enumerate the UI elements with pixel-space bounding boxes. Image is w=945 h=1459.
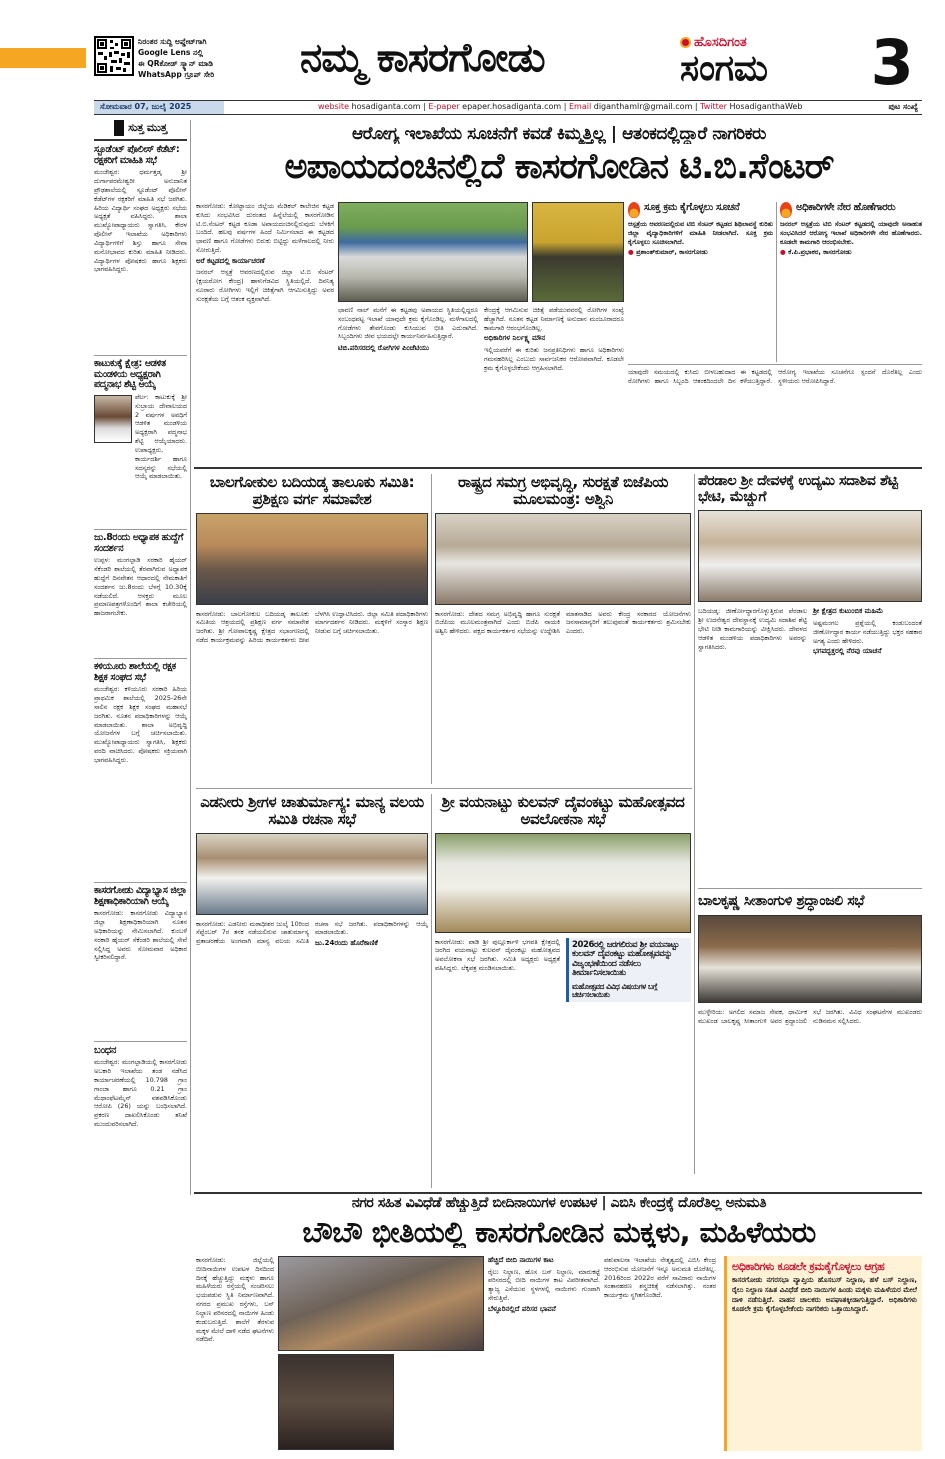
sidebar-item-body: ಮಂಜೇಶ್ವರ: ಧರ್ಮತ್ತಡ್ಕ ಶ್ರೀ ದುರ್ಗಾಪರಮೇಶ್ವರೀ ಅನುದಾನಿತ ಪ್ರೌಢಶಾಲೆಯಲ್ಲಿ ಸ್ಟೂಡೆಂಟ್ ಪೊಲೀಸ್ ಕೆಡೆಟ್‌ಗಳ ರಕ್ಷಕರಿಗೆ ಮಾಹಿತಿ ಸಭೆ ಜರಗಿತು. ಹಿರಿಯ ವಿದ್ಯಾರ್ಥಿ ಸಂಘದ ಅಧ್ಯಕ್ಷರು ಸಭೆಯ ಅಧ್ಯಕ್ಷತೆ ವಹಿಸಿದ್ದರು. ಶಾಲಾ ಮುಖ್ಯೋಪಾಧ್ಯಾಯರು ಸ್ವಾಗತಿಸಿ, ಕೇರಳ ಪೊಲೀಸ್ ಇಲಾಖೆಯ ಅಧಿಕಾರಿಗಳು ವಿದ್ಯಾರ್ಥಿಗಳಿಗೆ ಶಿಸ್ತು ಹಾಗೂ ಸೇವಾ ಮನೋಭಾವದ ಕುರಿತು ಮಾಹಿತಿ ನೀಡಿದರು. ವಿದ್ಯಾರ್ಥಿಗಳ ಪೋಷಕರು ಹಾಗೂ ಶಿಕ್ಷಕರು ಭಾಗವಹಿಸಿದ್ದರು. (94, 168, 187, 274)
sidebar-item (94, 145, 187, 350)
bottom-story-col2 (488, 1256, 600, 1451)
tribute-photo (698, 915, 922, 1003)
column-title-icon (114, 120, 124, 136)
story-subheading: ಟಿಬಿ.ಪರಿಸರದಲ್ಲಿ ರೋಗಿಗಳ ಪಿಂಚೆಟಿಯು (338, 344, 430, 353)
bullet-box (566, 938, 691, 1003)
stray-dogs-photo-1 (278, 1256, 484, 1351)
story-text (196, 920, 428, 1188)
sidebar-item-body: ಮಂಜೇಶ್ವರ: ಕಳಿಯೂರು ಸರಕಾರಿ ಹಿರಿಯ ಪ್ರಾಥಮಿಕ ಶಾಲೆಯಲ್ಲಿ 2025-26ನೇ ಸಾಲಿನ ರಕ್ಷಕ ಶಿಕ್ಷಕ ಸಂಘದ ಮಹಾಸಭೆ ಜರಗಿತು. ನೂತನ ಪದಾಧಿಕಾರಿಗಳನ್ನು ಆಯ್ಕೆ ಮಾಡಲಾಯಿತು. ಶಾಲಾ ಅಭಿವೃದ್ಧಿ ಯೋಜನೆಗಳ ಬಗ್ಗೆ ಚರ್ಚಿಸಲಾಯಿತು. ಮುಖ್ಯೋಪಾಧ್ಯಾಯರು ಸ್ವಾಗತಿಸಿ, ಶಿಕ್ಷಕರು ವರದಿ ವಾಚಿಸಿದರು. ಪೋಷಕರು ಸಕ್ರಿಯವಾಗಿ ಭಾಗವಹಿಸಿದ್ದರು. (94, 685, 187, 764)
qr-caption-line: ನಿರಂತರ ಸುದ್ದಿ ಅಪ್ಡೇಟ್‌ಗಾಗಿ (138, 37, 207, 46)
page-number: 3 (870, 26, 914, 99)
sidebar-item (94, 359, 187, 524)
story-subheading: ಭಗವದ್ಭಕ್ತರಲ್ಲಿ ನೆರವು ಯಾಚನೆ (813, 647, 882, 656)
twitter-link[interactable]: HosadiganthaWeb (729, 102, 803, 112)
bullet-item: 2026ರಲ್ಲಿ ಜರಗಲಿರುವ ಶ್ರೀ ವಯನಾಟ್ಟು ಕುಲವನ್ ದೈವಂಕಟ್ಟು ಮಹೋತ್ಸವವನ್ನು ವಿಜೃಂಭಣೆಯಿಂದ ನಡೆಸಲು ತೀರ್ಮಾನಿಸಲಾಯಿತು (572, 939, 679, 979)
story-subheading: ಅಧಿಕಾರಿಗಳ ನಿರ್ಲಕ್ಷ್ಯ ಮೌನ (484, 334, 546, 343)
date: ಸೋಮವಾರ 07, ಜುಲೈ 2025 (94, 101, 224, 114)
tb-center-photo-1 (338, 202, 528, 302)
meeting-photo (196, 513, 428, 605)
story-text: ಕಾಸರಗೋಡು: ದೇಶದ ಸಮಗ್ರ ಅಭಿವೃದ್ಧಿ ಹಾಗೂ ಸುರಕ್ಷತೆ ಬಿಜೆಪಿಯ ಮೂಲಮಂತ್ರವಾಗಿದೆ ಎಂದು ಬಿಜೆಪಿ ನಾಯಕಿ ಅಶ್ವಿನಿ ಹೇಳಿದರು. ಪಕ್ಷದ ಕಾರ್ಯಕರ್ತರ ಸಭೆಯನ್ನು ಉದ್ದೇಶಿಸಿ ಮಾತನಾಡಿದ ಅವರು ಕೇಂದ್ರ ಸರಕಾರದ ಯೋಜನೆಗಳು ಜನಸಾಮಾನ್ಯರಿಗೆ ತಲುಪುವಂತೆ ಕಾರ್ಯಕರ್ತರು ಶ್ರಮಿಸಬೇಕು ಎಂದರು. (435, 609, 691, 636)
top-story-headline: ಅಪಾಯದಂಚಿನಲ್ಲಿದೆ ಕಾಸರಗೋಡಿನ ಟಿ.ಬಿ.ಸೆಂಟರ್ (284, 148, 834, 187)
sidebar-item-heading: ಕಾಟುಕುಕ್ಕೆ ಕ್ಷೇತ್ರ: ಆಡಳಿತ ಮಂಡಳಿಯ ಅಧ್ಯಕ್ಷರಾಗಿ ಪದ್ಮನಾಭ ಶೆಟ್ಟಿ ಆಯ್ಕೆ (94, 359, 166, 391)
sidebar-item-body: ಮಂಜೇಶ್ವರ: ಮಂಗಲ್ಪಾಡಿಯಲ್ಲಿ ಕಾಸರಗೋಡು ಅಬಕಾರಿ ಇಲಾಖೆಯ ತಂಡ ನಡೆಸಿದ ಕಾರ್ಯಾಚರಣೆಯಲ್ಲಿ 10.798 ಗ್ರಾಂ ಗಾಂಜಾ ಹಾಗೂ 0.21 ಗ್ರಾಂ ಮೆಥಾಂಫೆಟಮೈನ್ ವಶಪಡಿಸಿಕೊಂಡು ಆರೋಪಿ (26) ಯನ್ನು ಬಂಧಿಸಲಾಗಿದೆ. ಪ್ರಕರಣ ದಾಖಲಿಸಿಕೊಂಡು ತನಿಖೆ ಮುಂದುವರಿಸಲಾಗಿದೆ. (94, 1058, 187, 1128)
callout-byline: ● ಪ್ರಶಾಂತ್‌ಕುಮಾರ್, ಕಾಸರಗೋಡು (628, 248, 708, 257)
top-story-col1 (196, 202, 334, 462)
callout-byline-text: ಕೆ.ಪಿ.ಪ್ರಭಾಕರ, ಕಾಸರಗೋಡು (788, 248, 852, 257)
temple-visit-photo (698, 510, 922, 602)
stray-dogs-photo-2 (278, 1354, 394, 1450)
brand-small: ಹೊಸದಿಗಂತ (694, 35, 747, 50)
twitter-label: Twitter (700, 102, 727, 112)
side-box-body: ಕಾಸರಗೋಡು ನಗರಸಭಾ ವ್ಯಾಪ್ತಿಯ ಹೊಸಬಸ್ ನಿಲ್ದಾಣ, ಹಳೆ ಬಸ್ ನಿಲ್ದಾಣ, ರೈಲು ನಿಲ್ದಾಣ ಸಹಿತ ವಿವಿಧೆಡೆ ಬೀದಿ ನಾಯಿಗಳ ಹಿಂಡು ಮಕ್ಕಳು ಮಹಿಳೆಯರ ಮೇಲೆ ದಾಳಿ ನಡೆಸುತ್ತಿದೆ. ವಾಹನ ಚಾಲಕರು ಅಪಘಾತಕ್ಕೀಡಾಗುತ್ತಿದ್ದಾರೆ. ಅಧಿಕಾರಿಗಳು ಕೂಡಲೇ ಕ್ರಮ ಕೈಗೊಳ್ಳಬೇಕೆಂದು ನಾಗರಿಕರು ಒತ್ತಾಯಿಸಿದ್ದಾರೆ. (732, 1276, 917, 1314)
sidebar (94, 120, 187, 1190)
email-link[interactable]: diganthamlr@gmail.com (593, 102, 693, 112)
row2-story-1 (196, 474, 428, 784)
story-text-part: ಬದಿಯಡ್ಕ: ಜೀರ್ಣೋದ್ಧಾರಗೊಳ್ಳುತ್ತಿರುವ ಪೆರಡಾಲ ಶ್ರೀ ಉದನೇಶ್ವರ ದೇವಸ್ಥಾನಕ್ಕೆ ಉದ್ಯಮಿ ಸದಾಶಿವ ಶೆಟ್ಟಿ ಭೇಟಿ ನೀಡಿ ಕಾಮಗಾರಿಯನ್ನು ವೀಕ್ಷಿಸಿದರು. ದೇವಳದ ಆಡಳಿತ ಮಂಡಳಿಯ ಪದಾಧಿಕಾರಿಗಳು ಅವರನ್ನು ಸ್ವಾಗತಿಸಿದರು. (698, 607, 807, 651)
story-text: ಇಲ್ಲಿಯವರೆಗೆ ಈ ಕುರಿತು ಜನಪ್ರತಿನಿಧಿಗಳು ಹಾಗೂ ಅಧಿಕಾರಿಗಳು ಗಮನಹರಿಸಿಲ್ಲ ಎಂಬುದು ಸಾರ್ವಜನಿಕರ ಆರೋಪವಾಗಿದೆ. ಕೂಡಲೇ ಕ್ರಮ ಕೈಗೊಳ್ಳಬೇಕೆಂದು ಆಗ್ರಹಿಸಲಾಗಿದೆ. (484, 346, 624, 372)
sidebar-item-body: ಕಾಸರಗೋಡು: ಕಾಸರಗೋಡು ವಿದ್ಯಾಭ್ಯಾಸ ಜಿಲ್ಲಾ ಶಿಕ್ಷಣಾಧಿಕಾರಿಯಾಗಿ ನೂತನ ಅಧಿಕಾರಿಯನ್ನು ನೇಮಿಸಲಾಗಿದೆ. ಕುಂಬಳೆ ಸರಕಾರಿ ಹೈಯರ್ ಸೆಕೆಂಡರಿ ಶಾಲೆಯಲ್ಲಿ ಸೇವೆ ಸಲ್ಲಿಸಿದ್ದ ಅವರು ಸೋಮವಾರ ಅಧಿಕಾರ ಸ್ವೀಕರಿಸಲಿದ್ದಾರೆ. (94, 909, 187, 962)
bottom-side-box (724, 1256, 922, 1451)
sidebar-item-body: ಉಪ್ಪಳ: ಮಂಗಲ್ಪಾಡಿ ಸರಕಾರಿ ಹೈಯರ್ ಸೆಕೆಂಡರಿ ಶಾಲೆಯಲ್ಲಿ ತೆರವಾಗಿರುವ ಅಧ್ಯಾಪಕ ಹುದ್ದೆಗೆ ದಿನವೇತನ ಆಧಾರದಲ್ಲಿ ನೇಮಕಾತಿಗೆ ಸಂದರ್ಶನ ಜು.8ರಂದು ಬೆಳಗ್ಗೆ 10.30ಕ್ಕೆ ನಡೆಯಲಿದೆ. ಆಸಕ್ತರು ಮೂಲ ಪ್ರಮಾಣಪತ್ರಗಳೊಂದಿಗೆ ಶಾಲಾ ಕಚೇರಿಯಲ್ಲಿ ಹಾಜರಾಗಬೇಕು. (94, 556, 187, 618)
story-text: ಕಾಸರಗೋಡು: ಕೋಟ್ಟಾಯಂ ಜಿಲ್ಲೆಯ ಮೆಡಿಕಲ್ ಕಾಲೇಜಿನ ಕಟ್ಟಡ ಕುಸಿದು ಸಂಭವಿಸಿದ ದುರಂತದ ಹಿನ್ನೆಲೆಯಲ್ಲಿ ಕಾಸರಗೋಡಿನ ಟಿ.ಬಿ.ಸೆಂಟರ್ ಕಟ್ಟಡ ಕೂಡಾ ಅಪಾಯದಂಚಿನಲ್ಲಿರುವುದು ಬೆಳಕಿಗೆ ಬಂದಿದೆ. ಹಲವು ವರ್ಷಗಳ ಹಿಂದೆ ನಿರ್ಮಿಸಲಾದ ಈ ಕಟ್ಟಡದ ಛಾವಣಿ ಹಾಗೂ ಗೋಡೆಗಳು ಬಿರುಕು ಬಿಟ್ಟಿದ್ದು ಮಳೆಗಾಲದಲ್ಲಿ ನೀರು ಸೋರುತ್ತಿದೆ. (196, 202, 334, 255)
story-text: ಛಾವಣಿ ನಾಲ್ ಮನೆಗೆ ಈ ಕಟ್ಟಡವು ಅಪಾಯದ ಸ್ಥಿತಿಯಲ್ಲಿದ್ದರೂ ಸಂಬಂಧಪಟ್ಟ ಇಲಾಖೆ ಯಾವುದೇ ಕ್ರಮ ಕೈಗೊಂಡಿಲ್ಲ. ಮಳೆಗಾಲದಲ್ಲಿ ಗೋಡೆಗಳು ತೇವಗೊಂಡು ಕುಸಿಯುವ ಭೀತಿ ಎದುರಾಗಿದೆ. ಸಿಬ್ಬಂದಿಗಳು ಜೀವ ಭಯದಲ್ಲೇ ಕಾರ್ಯನಿರ್ವಹಿಸುತ್ತಿದ್ದಾರೆ. (338, 306, 478, 341)
qr-caption-line: Google Lens ನಲ್ಲಿ (138, 48, 204, 57)
qr-code (94, 36, 134, 76)
sidebar-item-heading: ಕಾಸರಗೋಡು ವಿದ್ಯಾಭ್ಯಾಸ ಜಿಲ್ಲಾ ಶಿಕ್ಷಣಾಧಿಕಾರಿಯಾಗಿ ಆಯ್ಕೆ (94, 886, 187, 907)
story-text: ಕಾಸರಗೋಡು: ಪಾಡಿ ಶ್ರೀ ಪುಲ್ಲೂರ್ಕಾಳಿ ಭಗವತಿ ಕ್ಷೇತ್ರದಲ್ಲಿ ಜರಗಿದ ವಯನಾಟ್ಟು ಕುಲವನ್ ದೈವಂಕಟ್ಟು ಮಹೋತ್ಸವದ ಅವಲೋಕನಾ ಸಭೆ ಜರಗಿತು. ಸಮಿತಿ ಅಧ್ಯಕ್ಷರು ಅಧ್ಯಕ್ಷತೆ ವಹಿಸಿದ್ದರು. ಲೆಕ್ಕಪತ್ರ ಮಂಡಿಸಲಾಯಿತು. (435, 937, 560, 973)
flame-icon (628, 202, 640, 218)
top-story-kicker: ಆರೋಗ್ಯ ಇಲಾಖೆಯ ಸೂಚನೆಗೆ ಕವಡೆ ಕಿಮ್ಮತ್ತಿಲ್ಲ | ಆತಂಕದಲ್ಲಿದ್ದಾರೆ ನಾಗರಿಕರು (351, 125, 767, 144)
page-label: ಪುಟ ಸಂಖ್ಯೆ (888, 102, 918, 112)
story-headline: ರಾಷ್ಟ್ರದ ಸಮಗ್ರ ಅಭಿವೃದ್ಧಿ, ಸುರಕ್ಷತೆ ಬಿಜೆಪಿಯ ಮೂಲಮಂತ್ರ: ಅಶ್ವಿನಿ (457, 474, 669, 508)
festival-photo (435, 833, 691, 933)
bottom-story-kicker: ನಗರ ಸಹಿತ ವಿವಿಧೆಡೆ ಹೆಚ್ಚುತ್ತಿದೆ ಬೀದಿನಾಯಿಗಳ ಉಪಟಳ | ಎಬಿಸಿ ಕೇಂದ್ರಕ್ಕೆ ದೊರೆತಿಲ್ಲ ಅನುಮತಿ (351, 1196, 767, 1211)
bjp-meeting-photo (435, 513, 691, 605)
story-subheading: ಅರೆ ಕಟ್ಟಡದಲ್ಲಿ ಕಾರ್ಯಾಚರಣೆ (196, 256, 265, 265)
website-label: website (318, 102, 349, 112)
qr-caption (138, 36, 288, 80)
callout-box (780, 202, 922, 362)
epaper-link[interactable]: epaper.hosadiganta.com (462, 102, 562, 112)
story-text: ಜನರಲ್ ಆಸ್ಪತ್ರೆ ಆವರಣದಲ್ಲಿರುವ ಜಿಲ್ಲಾ ಟಿ.ಬಿ ಸೆಂಟರ್ (ಕ್ಷಯರೋಗ ಕೇಂದ್ರ) ಹಾಳುಗೆಡವಿದ ಸ್ಥಿತಿಯಲ್ಲಿದೆ. ದಿನನಿತ್ಯ ನೂರಾರು ರೋಗಿಗಳು ಇಲ್ಲಿಗೆ ಚಿಕಿತ್ಸೆಗಾಗಿ ಆಗಮಿಸುತ್ತಿದ್ದು ಅವರ ಸುರಕ್ಷತೆಯ ಬಗ್ಗೆ ಆತಂಕ ವ್ಯಕ್ತವಾಗಿದೆ. (196, 268, 334, 303)
sidebar-item-heading: ಬಂಧನ (94, 1045, 117, 1056)
callout-byline: ● ಕೆ.ಪಿ.ಪ್ರಭಾಕರ, ಕಾಸರಗೋಡು (780, 248, 852, 257)
story-text: ಕಾಸರಗೋಡು: ಬಾಲಗೋಕುಲ ಬದಿಯಡ್ಕ ತಾಲೂಕು ಸಮಿತಿಯ ಆಶ್ರಯದಲ್ಲಿ ಪ್ರಶಿಕ್ಷಣ ವರ್ಗ ಸಮಾವೇಶ ಜರಗಿತು. ಶ್ರೀ ಗೋಪಾಲಕೃಷ್ಣ ಕ್ಷೇತ್ರದ ಸಭಾಂಗಣದಲ್ಲಿ ನಡೆದ ಕಾರ್ಯಕ್ರಮವನ್ನು ಹಿರಿಯ ಕಾರ್ಯಕರ್ತರು ದೀಪ ಬೆಳಗಿಸಿ ಉದ್ಘಾಟಿಸಿದರು. ಜಿಲ್ಲಾ ಸಮಿತಿ ಪದಾಧಿಕಾರಿಗಳು ಮಾರ್ಗದರ್ಶನ ನೀಡಿದರು. ಮಕ್ಕಳಿಗೆ ಸಂಸ್ಕಾರ ಶಿಕ್ಷಣ ನೀಡುವ ಬಗ್ಗೆ ಚರ್ಚಿಸಲಾಯಿತು. (196, 609, 428, 645)
sidebar-item (94, 1045, 187, 1190)
callout-title: ಅಧಿಕಾರಿಗಳೇ ನೇರ ಹೊಣೆಗಾರರು (796, 202, 896, 213)
callout-body: ಆಸ್ಪತ್ರೆಯ ಆವರಣದಲ್ಲಿರುವ ಟಿಬಿ ಸೆಂಟರ್ ಕಟ್ಟಡದ ಶಿಥಿಲಾವಸ್ಥೆ ಕುರಿತು ಜಿಲ್ಲಾ ವೈದ್ಯಾಧಿಕಾರಿಗಳಿಗೆ ಮಾಹಿತಿ ನೀಡಲಾಗಿದೆ. ಸೂಕ್ತ ಕ್ರಮ ಕೈಗೊಳ್ಳಲು ಸೂಚಿಸಲಾಗಿದೆ. (628, 220, 773, 246)
callout-box (628, 202, 773, 362)
bullet-item: ಮಹೋತ್ಸವದ ವಿವಿಧ ವಿಷಯಗಳ ಬಗ್ಗೆ ಚರ್ಚಿಸಲಾಯಿತು (572, 981, 658, 1000)
story-headline: ಶ್ರೀ ವಯನಾಟ್ಟು ಕುಲವನ್ ದೈವಂಕಟ್ಟು ಮಹೋತ್ಸವದ ಅವಲೋಕನಾ ಸಭೆ (441, 794, 685, 828)
email-label: Email (569, 102, 592, 112)
top-story-col3 (484, 306, 624, 461)
story-subheading: ಜು.24ರಂದು ಹೊರೆಕಾಣಿಕೆ (315, 939, 378, 948)
callout-body: ಜನರಲ್ ಆಸ್ಪತ್ರೆಯ ಟಿಬಿ ಸೆಂಟರ್ ಕಟ್ಟಡದಲ್ಲಿ ಯಾವುದೇ ಅನಾಹುತ ಸಂಭವಿಸಿದರೆ ಆರೋಗ್ಯ ಇಲಾಖೆ ಅಧಿಕಾರಿಗಳೇ ನೇರ ಹೊಣೆಗಾರರು. ಕೂಡಲೇ ಕಾಮಗಾರಿ ಆರಂಭಿಸಬೇಕು. (780, 220, 922, 246)
sidebar-item-heading: ಜು.8ರಂದು ಅಧ್ಯಾಪಕ ಹುದ್ದೆಗೆ ಸಂದರ್ಶನ (94, 533, 183, 554)
callout-title: ಸೂಕ್ತ ಕ್ರಮ ಕೈಗೊಳ್ಳಲು ಸೂಚನೆ (644, 202, 740, 213)
sidebar-item-body: ಪೆರ್ಲ: ಕಾಟುಕುಕ್ಕೆ ಶ್ರೀ ಸುಬ್ರಾಯ ದೇವಾಲಯದ 2 ವರ್ಷಗಳ ಅವಧಿಗೆ ಆಡಳಿತ ಮಂಡಳಿಯ ಅಧ್ಯಕ್ಷರಾಗಿ ಪದ್ಮನಾಭ ಶೆಟ್ಟಿ ಆಯ್ಕೆಯಾದರು. ಉಪಾಧ್ಯಕ್ಷರು, ಕಾರ್ಯದರ್ಶಿ ಹಾಗೂ ಸದಸ್ಯರನ್ನು ಸಭೆಯಲ್ಲಿ ಆಯ್ಕೆ ಮಾಡಲಾಯಿತು. (135, 392, 187, 481)
sidebar-item-heading: ಸ್ಟೂಡೆಂಟ್ ಪೊಲೀಸ್ ಕೆಡೆಟ್: ರಕ್ಷಕರಿಗೆ ಮಾಹಿತಿ ಸಭೆ (94, 145, 180, 166)
sidebar-column-title (94, 120, 187, 141)
info-bar: ಸೋಮವಾರ 07, ಜುಲೈ 2025 website hosadiganta.com | E-paper epaper.hosadiganta.com | Email diganthamlr@gmail.com | Twitter HosadiganthaWeb ಪುಟ ಸಂಖ್ಯೆ (94, 100, 922, 115)
bottom-story-col3: ಪಶುಪಾಲನಾ ಇಲಾಖೆಯ ನೇತೃತ್ವದಲ್ಲಿ ಎಬಿಸಿ ಕೇಂದ್ರ ಆರಂಭಿಸುವ ಯೋಜನೆಗೆ ಇನ್ನೂ ಅನುಮತಿ ದೊರೆತಿಲ್ಲ. 2016ರಿಂದ 2022ರ ವರೆಗೆ ಸಾವಿರಾರು ನಾಯಿಗಳ ಸಂತಾನಹರಣ ಶಸ್ತ್ರಚಿಕಿತ್ಸೆ ನಡೆಸಲಾಗಿತ್ತು. ನಂತರ ಕಾರ್ಯಕ್ರಮ ಸ್ಥಗಿತಗೊಂಡಿದೆ. (604, 1256, 716, 1300)
story-text-part: ಅಷ್ಟಮಂಗಲ ಪ್ರಶ್ನೆಯಲ್ಲಿ ಕಂಡುಬಂದಂತೆ ಜೀರ್ಣೋದ್ಧಾರ ಕಾರ್ಯ ನಡೆಯುತ್ತಿದ್ದು ಭಕ್ತರ ಸಹಕಾರ ಅಗತ್ಯ ಎಂದು ಹೇಳಿದರು. (813, 619, 922, 645)
brand-logo (680, 34, 850, 94)
orange-tab (0, 48, 86, 68)
sidebar-item-heading: ಕಳಿಯೂರು ಶಾಲೆಯಲ್ಲಿ ರಕ್ಷಕ ಶಿಕ್ಷಕ ಸಂಘದ ಸಭೆ (94, 662, 176, 683)
website-link[interactable]: hosadiganta.com (351, 102, 421, 112)
story-headline: ಪೆರಡಾಲ ಶ್ರೀ ದೇವಳಕ್ಕೆ ಉದ್ಯಮಿ ಸದಾಶಿವ ಶೆಟ್ಟಿ ಭೇಟಿ, ಮೆಚ್ಚುಗೆ (698, 474, 898, 505)
row3-story-3 (698, 894, 922, 1188)
bottom-story-headline: ಬೌಬೌ ಭೀತಿಯಲ್ಲಿ ಕಾಸರಗೋಡಿನ ಮಕ್ಕಳು, ಮಹಿಳೆಯರು (302, 1216, 816, 1249)
story-text: ರೈಲು ನಿಲ್ದಾಣ, ಹೊಸ ಬಸ್ ನಿಲ್ದಾಣ, ಮಾರುಕಟ್ಟೆ ಪರಿಸರದಲ್ಲಿ ಬೀದಿ ನಾಯಿಗಳ ಕಾಟ ವಿಪರೀತವಾಗಿದೆ. ತ್ಯಾಜ್ಯ ಎಸೆಯುವ ಸ್ಥಳಗಳಲ್ಲಿ ನಾಯಿಗಳು ಗುಂಪಾಗಿ ಸೇರುತ್ತಿವೆ. (488, 1267, 600, 1303)
tb-center-photo-2 (532, 202, 624, 302)
bottom-story-col1: ಕಾಸರಗೋಡು: ಜಿಲ್ಲೆಯಲ್ಲಿ ಬೀದಿನಾಯಿಗಳ ಉಪಟಳ ದಿನದಿಂದ ದಿನಕ್ಕೆ ಹೆಚ್ಚುತ್ತಿದ್ದು ಮಕ್ಕಳು ಹಾಗೂ ಮಹಿಳೆಯರು ರಸ್ತೆಯಲ್ಲಿ ಸಂಚರಿಸಲು ಭಯಪಡುವ ಸ್ಥಿತಿ ನಿರ್ಮಾಣವಾಗಿದೆ. ನಗರದ ಪ್ರಮುಖ ರಸ್ತೆಗಳು, ಬಸ್ ನಿಲ್ದಾಣ ಪರಿಸರದಲ್ಲಿ ನಾಯಿಗಳ ಹಿಂಡು ಕಂಡುಬರುತ್ತಿದೆ. ಶಾಲೆಗೆ ತೆರಳುವ ಮಕ್ಕಳ ಮೇಲೆ ದಾಳಿ ನಡೆದ ಘಟನೆಗಳು ನಡೆದಿವೆ. (196, 1256, 274, 1344)
qr-caption-line: ಈ QRಕೋಡ್ ಸ್ಕ್ಯಾನ್ ಮಾಡಿ (138, 59, 214, 68)
sidebar-item (94, 886, 187, 1036)
story-text (698, 607, 922, 884)
row2-story-2 (435, 474, 691, 784)
sidebar-item (94, 662, 187, 877)
sidebar-title: ಸುತ್ತ ಮುತ್ತ (128, 120, 167, 134)
row2-story-3 (698, 474, 922, 884)
story-subheading: ಹೆಚ್ಚಿದೆ ಬೀದಿ ನಾಯಿಗಳ ಕಾಟ (488, 1256, 554, 1264)
sidebar-item (94, 533, 187, 653)
story-text-part: ಕಾಸರಗೋಡು: ಎಡನೀರು ಮಠಾಧೀಶರ ಜುಲೈ 10ರಿಂದ ಸೆಪ್ಟೆಂಬರ್ 7ರ ತನಕ ನಡೆಯಲಿರುವ ಚಾತುರ್ಮಾಸ್ಯ ವ್ರತಾಚರಣೆಯ ಅಂಗವಾಗಿ ಮಾನ್ಯ ವಲಯ ಸಮಿತಿ ರಚನಾ ಸಭೆ ಜರಗಿತು. ಪದಾಧಿಕಾರಿಗಳನ್ನು ಆಯ್ಕೆ ಮಾಡಲಾಯಿತು. (196, 919, 428, 946)
story-subheading: ಶ್ರೀ ಕ್ಷೇತ್ರದ ಕುಟುಂಬಿಕ ಮಹಿಮೆ (813, 607, 884, 616)
story-headline: ಎಡನೀರು ಶ್ರೀಗಳ ಚಾತುರ್ಮಾಸ್ಯ: ಮಾನ್ಯ ವಲಯ ಸಮಿತಿ ರಚನಾ ಸಭೆ (200, 794, 424, 828)
story-subheading: ಬೆಳ್ಳೂರಿನಲ್ಲಿದೆ ಪರಿಸರ ಭಾವನೆ (488, 1304, 556, 1313)
side-box-title: ಅಧಿಕಾರಿಗಳು ಕೂಡಲೇ ಕ್ರಮಕೈಗೊಳ್ಳಲು ಆಗ್ರಹ (732, 1260, 885, 1273)
row3-story-2 (435, 794, 691, 1188)
flame-icon (780, 202, 792, 218)
brand-flame-icon (680, 37, 691, 48)
brand-big: ಸಂಗಮ (680, 48, 768, 90)
top-story-right: ಯಾವುದೇ ಸಮಯದಲ್ಲಿ ಕುಸಿದು ಬೀಳಬಹುದಾದ ಈ ಕಟ್ಟಡದಲ್ಲಿ ರೋಗಿಗಳು ಹಾಗೂ ಸಿಬ್ಬಂದಿ ಆತಂಕದಿಂದಲೇ ದಿನ ಕಳೆಯುತ್ತಿದ್ದಾರೆ. ಆರೋಗ್ಯ ಇಲಾಖೆಯ ಸೂಚನೆಗೂ ಸ್ಪಂದನೆ ದೊರೆತಿಲ್ಲ ಎಂದು ಸ್ಥಳೀಯರು ಆರೋಪಿಸಿದ್ದಾರೆ. (628, 368, 922, 385)
portrait-photo (94, 395, 132, 443)
samithi-photo (196, 833, 428, 915)
top-story-col2 (338, 306, 478, 461)
epaper-label: E-paper (428, 102, 460, 112)
row3-story-1 (196, 794, 428, 1188)
story-text: ಮುಳ್ಳೇರಿಯ: ಅಗಲಿದ ಸಮಾಜ ಸೇವಕ, ಧಾರ್ಮಿಕ ಮುಖಂಡ ಬಾಲಕೃಷ್ಣ ಸೀತಾಂಗುಳಿ ಅವರ ಶ್ರದ್ಧಾಂಜಲಿ ಸಭೆ ಜರಗಿತು. ವಿವಿಧ ಸಂಘಟನೆಗಳ ಮುಖಂಡರು ನುಡಿನಮನ ಸಲ್ಲಿಸಿದರು. (698, 1007, 922, 1025)
callout-byline-text: ಪ್ರಶಾಂತ್‌ಕುಮಾರ್, ಕಾಸರಗೋಡು (636, 248, 708, 257)
story-headline: ಬಾಲಕೃಷ್ಣ ಸೀತಾಂಗುಳಿ ಶ್ರದ್ಧಾಂಜಲಿ ಸಭೆ (698, 894, 864, 909)
story-text: ಕೇಂದ್ರಕ್ಕೆ ಆಗಮಿಸುವ ಚಿಕಿತ್ಸೆ ಪಡೆಯುವವರಲ್ಲಿ ರೋಗಿಗಳ ಸಂಖ್ಯೆ ಹೆಚ್ಚಾಗಿದೆ. ನೂತನ ಕಟ್ಟಡ ನಿರ್ಮಾಣಕ್ಕೆ ಅನುದಾನ ಮಂಜೂರಾದರೂ ಕಾಮಗಾರಿ ಆರಂಭಗೊಂಡಿಲ್ಲ. (484, 306, 624, 332)
page-title: ನಮ್ಮ ಕಾಸರಗೋಡು (300, 35, 545, 81)
qr-caption-line: WhatsApp ಗ್ರೂಪ್ ಸೇರಿ (138, 70, 215, 79)
story-headline: ಬಾಲಗೋಕುಲ ಬದಿಯಡ್ಕ ತಾಲೂಕು ಸಮಿತಿ: ಪ್ರಶಿಕ್ಷಣ ವರ್ಗ ಸಮಾವೇಶ (209, 474, 415, 508)
